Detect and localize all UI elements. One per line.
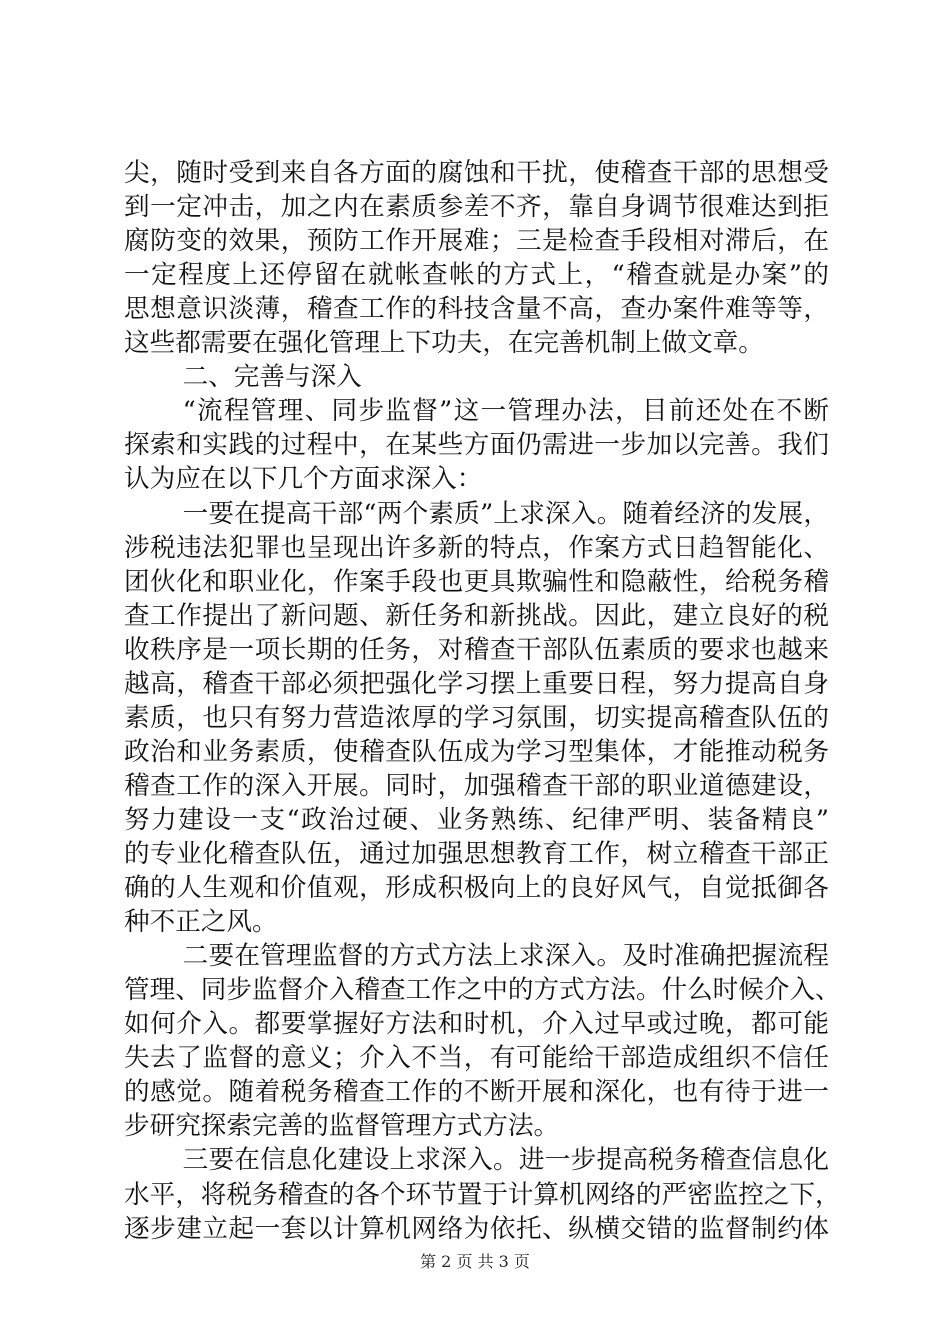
text-line: 种不正之风。 — [124, 907, 278, 938]
text-line: 管理、同步监督介入稽查工作之中的方式方法。什么时候介入、 — [124, 975, 841, 1006]
text-line: 一定程度上还停留在就帐查帐的方式上，“稽查就是办案”的 — [124, 260, 829, 291]
text-line: 稽查工作的深入开展。同时，加强稽查干部的职业道德建设， — [124, 770, 829, 801]
text-line: 涉税违法犯罪也呈现出许多新的特点，作案方式日趋智能化、 — [124, 532, 829, 563]
text-line: 这些都需要在强化管理上下功夫，在完善机制上做文章。 — [124, 328, 764, 359]
text-line: 的感觉。随着税务稽查工作的不断开展和深化，也有待于进一 — [124, 1077, 829, 1108]
text-line: 查工作提出了新问题、新任务和新挑战。因此，建立良好的税 — [124, 600, 829, 631]
text-line: 政治和业务素质，使稽查队伍成为学习型集体，才能推动税务 — [124, 736, 829, 767]
text-line: 到一定冲击，加之内在素质参差不齐，靠自身调节很难达到拒 — [124, 192, 829, 223]
text-line: 确的人生观和价值观，形成积极向上的良好风气，自觉抵御各 — [124, 873, 829, 904]
text-line: 一要在提高干部“两个素质”上求深入。随着经济的发展， — [182, 498, 829, 529]
page-footer: 第 2 页 共 3 页 — [420, 1252, 530, 1271]
text-line: “流程管理、同步监督”这一管理办法，目前还处在不断 — [182, 396, 829, 427]
text-line: 腐防变的效果，预防工作开展难；三是检查手段相对滞后，在 — [124, 226, 829, 257]
text-line: 二要在管理监督的方式方法上求深入。及时准确把握流程 — [182, 941, 829, 972]
text-line: 逐步建立起一套以计算机网络为依托、纵横交错的监督制约体 — [124, 1213, 829, 1244]
text-line: 素质，也只有努力营造浓厚的学习氛围，切实提高稽查队伍的 — [124, 702, 829, 733]
text-line: 越高，稽查干部必须把强化学习摆上重要日程，努力提高自身 — [124, 668, 829, 699]
text-line: 思想意识淡薄，稽查工作的科技含量不高，查办案件难等等， — [124, 294, 829, 325]
text-line: 三要在信息化建设上求深入。进一步提高税务稽查信息化 — [182, 1145, 829, 1176]
text-line: 失去了监督的意义；介入不当，有可能给干部造成组织不信任 — [124, 1043, 829, 1074]
text-line: 步研究探索完善的监督管理方式方法。 — [124, 1111, 560, 1142]
text-line: 水平，将税务稽查的各个环节置于计算机网络的严密监控之下， — [124, 1179, 841, 1210]
text-line: 收秩序是一项长期的任务，对稽查干部队伍素质的要求也越来 — [124, 634, 829, 665]
text-line: 认为应在以下几个方面求深入： — [124, 464, 483, 495]
text-line: 二、完善与深入 — [182, 362, 362, 393]
text-line: 探索和实践的过程中，在某些方面仍需进一步加以完善。我们 — [124, 430, 829, 461]
text-line: 团伙化和职业化，作案手段也更具欺骗性和隐蔽性，给税务稽 — [124, 566, 829, 597]
text-line: 尖，随时受到来自各方面的腐蚀和干扰，使稽查干部的思想受 — [124, 158, 829, 188]
text-line: 的专业化稽查队伍，通过加强思想教育工作，树立稽查干部正 — [124, 839, 829, 869]
text-line: 努力建设一支“政治过硬、业务熟练、纪律严明、装备精良” — [124, 804, 829, 835]
text-line: 如何介入。都要掌握好方法和时机，介入过早或过晚，都可能 — [124, 1009, 829, 1040]
